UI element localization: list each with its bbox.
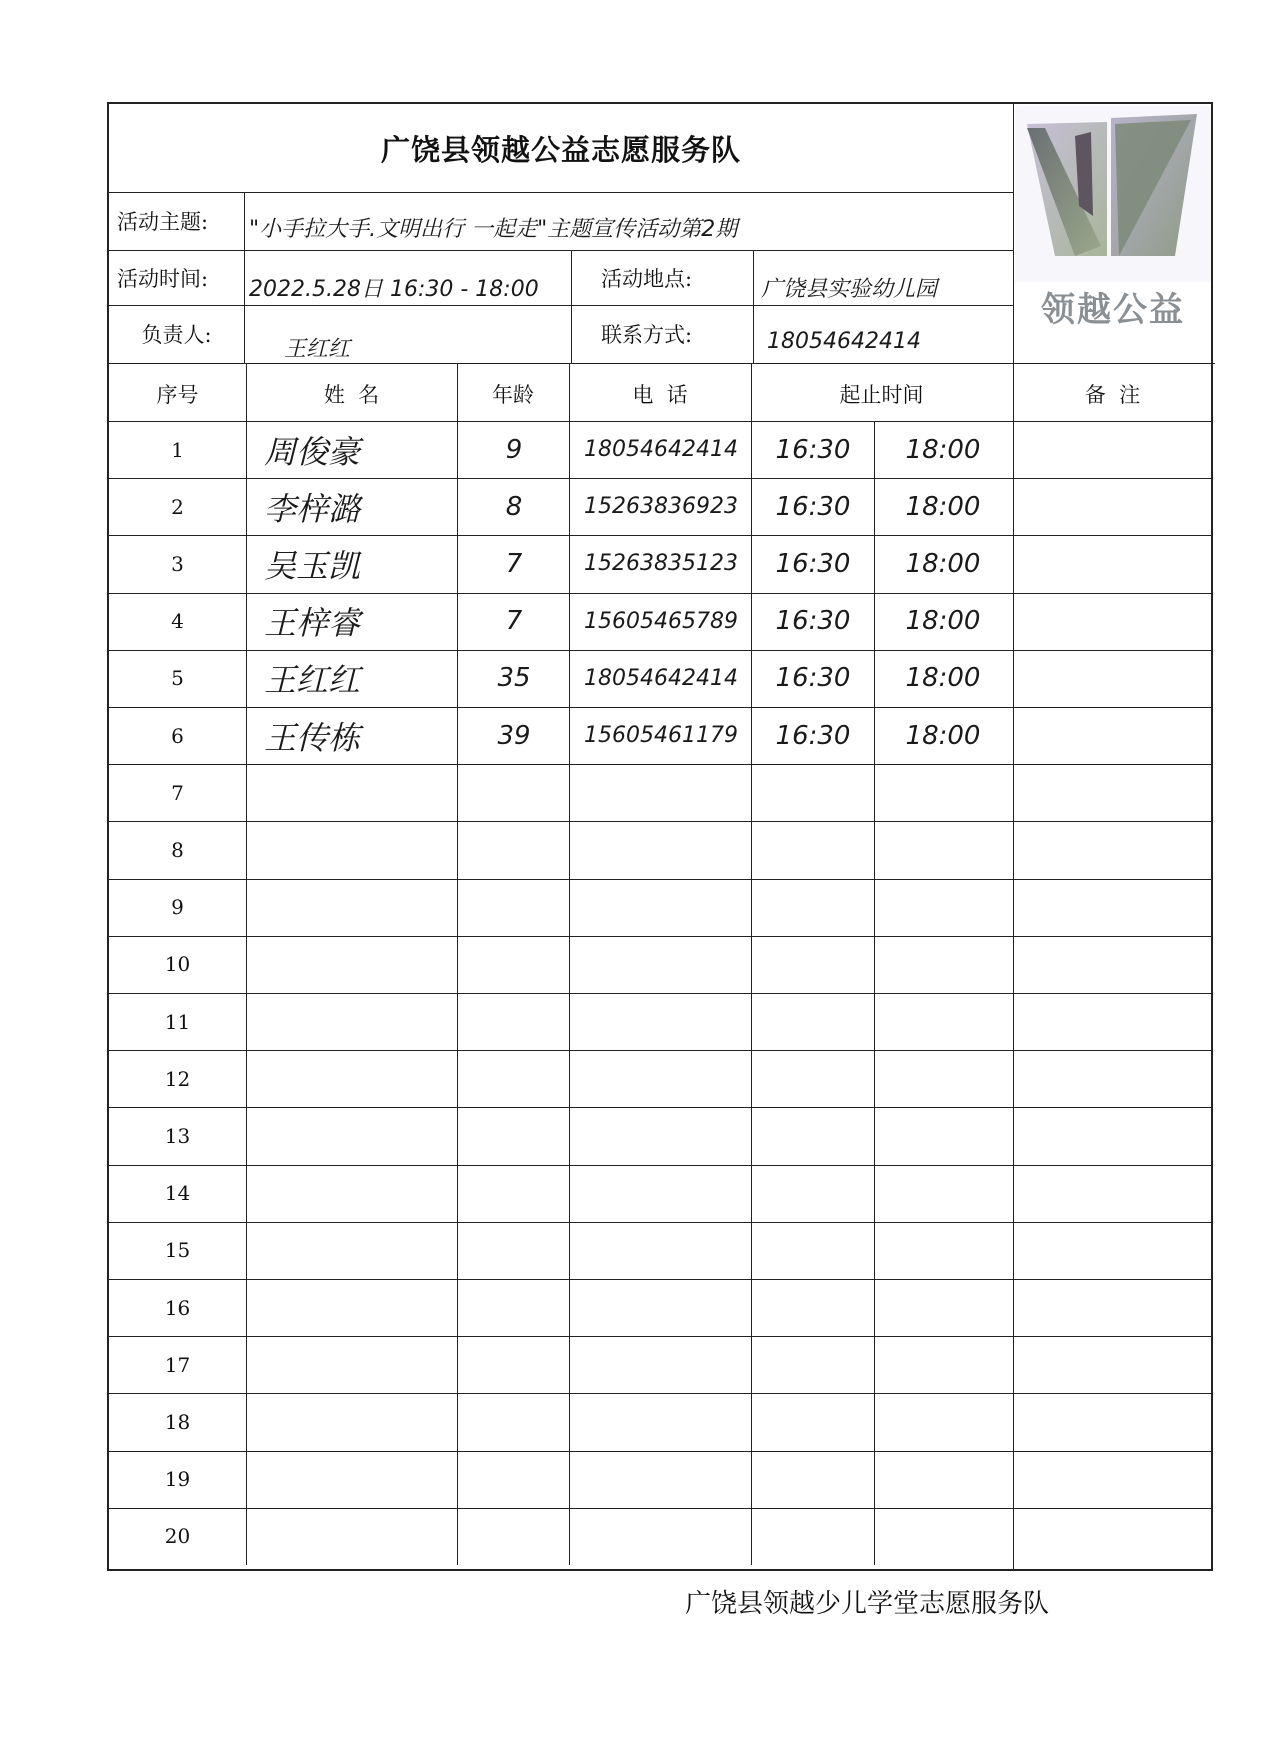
row-number: 5 (171, 666, 184, 691)
time-label: 活动时间: (117, 266, 209, 291)
cell-phone: 15605465789 (584, 608, 738, 634)
cell-phone: 15263836923 (584, 494, 738, 520)
cell-name: 王梓睿 (264, 604, 361, 643)
row-rule (109, 1165, 1213, 1166)
row-number: 14 (164, 1181, 191, 1206)
row-rule (109, 764, 1213, 765)
logo-divider (1013, 104, 1014, 1571)
row-number: 2 (171, 494, 184, 519)
cell-end-time: 18:00 (905, 491, 981, 522)
rule (109, 363, 1215, 364)
row-rule (109, 936, 1213, 937)
row-number: 16 (164, 1295, 191, 1320)
row-rule (109, 993, 1213, 994)
row-number: 11 (164, 1009, 191, 1034)
row-number: 4 (171, 609, 184, 634)
cell-name: 王红红 (264, 661, 361, 700)
cell-age: 9 (505, 434, 523, 465)
cell-phone: 18054642414 (584, 665, 738, 691)
rule (753, 250, 754, 363)
row-rule (109, 821, 1213, 822)
theme-value: "小手拉大手.文明出行 一起走"主题宣传活动第2期 (249, 217, 738, 242)
cell-end-time: 18:00 (905, 720, 981, 751)
place-label: 活动地点: (601, 266, 693, 291)
row-rule (109, 1451, 1213, 1452)
cell-end-time: 18:00 (905, 548, 981, 579)
logo-text: 领越公益 (1041, 290, 1185, 330)
footer-organization: 广饶县领越少儿学堂志愿服务队 (685, 1589, 1050, 1619)
leader-value: 王红红 (284, 337, 351, 362)
row-rule (109, 1222, 1213, 1223)
cell-name: 李梓潞 (264, 489, 361, 528)
column-header-name: 姓 名 (323, 383, 380, 407)
page-title: 广饶县领越公益志愿服务队 (380, 132, 741, 167)
cell-age: 39 (497, 720, 531, 751)
cell-start-time: 16:30 (775, 548, 851, 579)
cell-name: 王传栋 (264, 718, 361, 757)
cell-start-time: 16:30 (775, 663, 851, 694)
cell-name: 周俊豪 (264, 432, 361, 471)
column-rule (246, 363, 247, 1565)
row-rule (109, 1393, 1213, 1394)
cell-phone: 15605461179 (584, 723, 738, 749)
cell-phone: 15263835123 (584, 551, 738, 577)
row-number: 7 (171, 780, 184, 805)
row-rule (109, 1508, 1213, 1509)
cell-end-time: 18:00 (905, 434, 981, 465)
cell-age: 7 (505, 606, 523, 637)
row-rule (109, 1336, 1213, 1337)
cell-age: 8 (505, 491, 523, 522)
cell-start-time: 16:30 (775, 720, 851, 751)
cell-name: 吴玉凯 (264, 546, 361, 585)
organization-logo (1015, 106, 1211, 359)
leader-label: 负责人: (141, 323, 212, 347)
cell-start-time: 16:30 (775, 491, 851, 522)
cell-age: 35 (497, 663, 531, 694)
column-rule (751, 363, 752, 1565)
cell-start-time: 16:30 (775, 606, 851, 637)
row-number: 3 (171, 551, 184, 576)
row-number: 12 (164, 1066, 191, 1091)
theme-label: 活动主题: (117, 210, 209, 234)
row-number: 20 (164, 1524, 191, 1549)
column-header-no: 序号 (156, 383, 199, 407)
row-number: 15 (164, 1238, 191, 1263)
column-header-phone: 电 话 (632, 383, 688, 407)
cell-start-time: 16:30 (775, 434, 851, 465)
row-number: 1 (171, 437, 184, 462)
rule (244, 192, 245, 363)
cell-end-time: 18:00 (905, 663, 981, 694)
row-rule (109, 1107, 1213, 1108)
logo-mark-icon (1015, 106, 1211, 282)
row-rule (109, 1050, 1213, 1051)
row-number: 8 (171, 837, 184, 862)
sign-in-sheet (107, 102, 1213, 1571)
row-number: 9 (171, 895, 184, 920)
row-number: 19 (164, 1467, 191, 1492)
time-value: 2022.5.28日 16:30 - 18:00 (249, 277, 539, 302)
row-number: 18 (164, 1409, 191, 1434)
contact-label: 联系方式: (601, 323, 693, 347)
rule (571, 250, 572, 363)
place-value: 广饶县实验幼儿园 (761, 277, 938, 302)
row-number: 13 (164, 1123, 191, 1148)
column-header-time: 起止时间 (839, 383, 924, 407)
row-rule (109, 879, 1213, 880)
cell-phone: 18054642414 (584, 437, 738, 463)
row-number: 6 (171, 723, 184, 748)
contact-value: 18054642414 (767, 329, 921, 354)
row-number: 17 (164, 1352, 191, 1377)
column-rule (457, 363, 458, 1565)
row-number: 10 (164, 952, 191, 977)
column-rule (569, 363, 570, 1565)
column-header-age: 年龄 (492, 383, 534, 407)
column-header-remark: 备 注 (1084, 383, 1141, 407)
cell-age: 7 (505, 548, 523, 579)
row-rule (109, 1279, 1213, 1280)
cell-end-time: 18:00 (905, 606, 981, 637)
column-rule (874, 421, 875, 1565)
